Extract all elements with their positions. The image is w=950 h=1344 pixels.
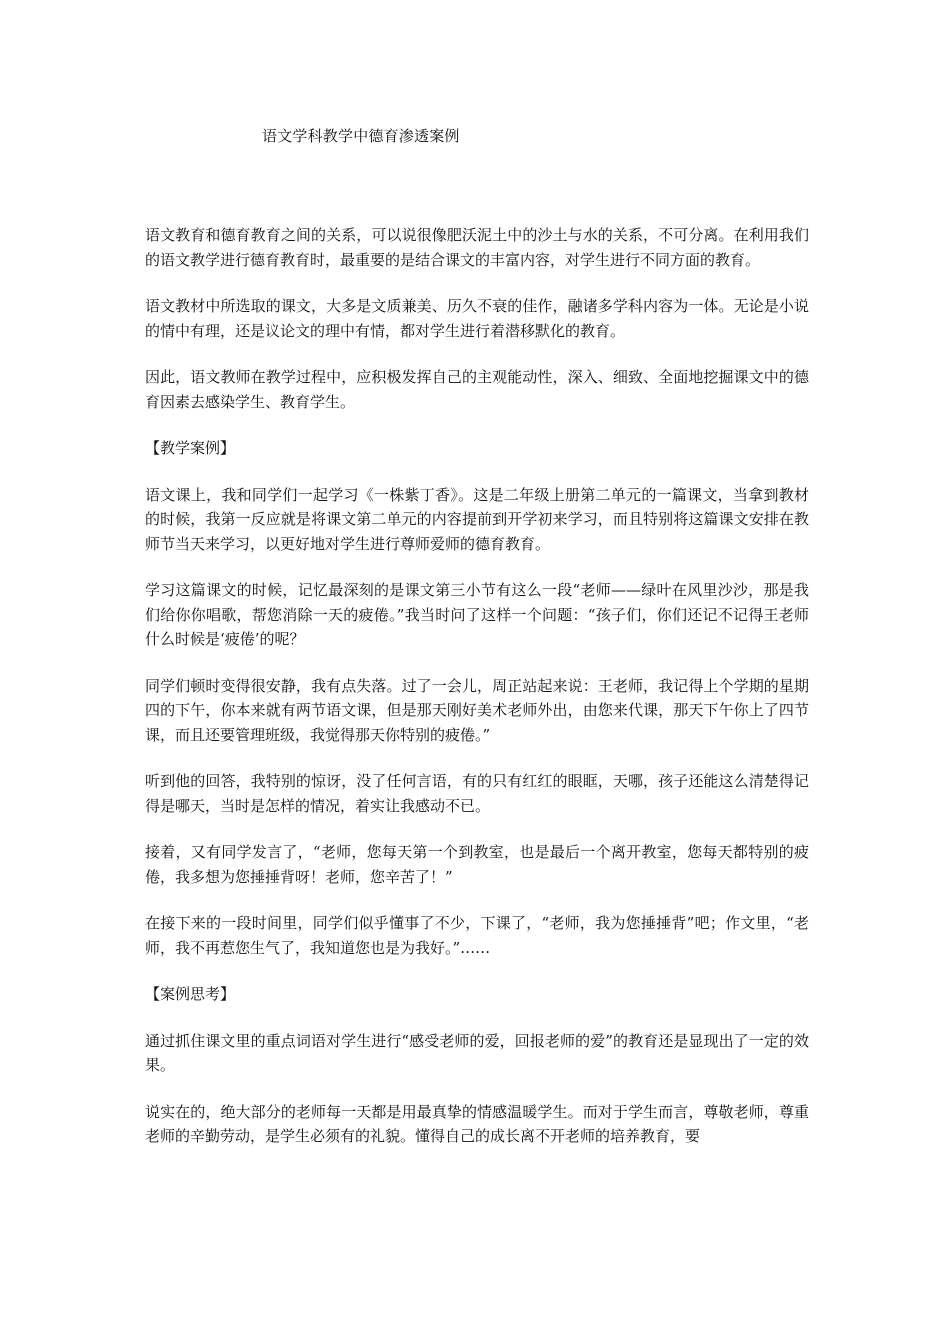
section-heading-case-reflection: 【案例思考】 bbox=[145, 985, 236, 1003]
paragraph-case-2: 学习这篇课文的时候，记忆最深刻的是课文第三小节有这么一段“老师——绿叶在风里沙沙，那是我们给你你唱歌，帮您消除一天的疲倦。”我当时问了这样一个问题：“孩子们，你们还记不记得王老师什么时候是‘疲倦’的呢？ bbox=[145, 581, 809, 648]
paragraph-case-5: 接着，又有同学发言了，“老师，您每天第一个到教室，也是最后一个离开教室，您每天都特别的疲倦，我多想为您捶捶背呀！老师，您辛苦了！” bbox=[145, 843, 809, 886]
paragraph-reflection-1: 通过抓住课文里的重点词语对学生进行“感受老师的爱，回报老师的爱”的教育还是显现出了一定的效果。 bbox=[145, 1031, 809, 1074]
document-body bbox=[145, 223, 809, 1171]
paragraph-intro-3: 因此，语文教师在教学过程中，应积极发挥自己的主观能动性，深入、细致、全面地挖掘课文中的德育因素去感染学生、教育学生。 bbox=[145, 368, 809, 411]
paragraph-case-4: 听到他的回答，我特别的惊讶，没了任何言语，有的只有红红的眼眶，天哪，孩子还能这么清楚得记得是哪天，当时是怎样的情况，着实让我感动不已。 bbox=[145, 772, 809, 815]
document-title: 语文学科教学中德育渗透案例 bbox=[262, 127, 460, 145]
paragraph-intro-2: 语文教材中所选取的课文，大多是文质兼美、历久不衰的佳作，融诸多学科内容为一体。无论是小说的情中有理，还是议论文的理中有情，都对学生进行着潜移默化的教育。 bbox=[145, 297, 809, 340]
paragraph-intro-1: 语文教育和德育教育之间的关系，可以说很像肥沃泥土中的沙土与水的关系，不可分离。在利用我们的语文教学进行德育教育时，最重要的是结合课文的丰富内容，对学生进行不同方面的教育。 bbox=[145, 226, 809, 269]
paragraph-case-3: 同学们顿时变得很安静，我有点失落。过了一会儿，周正站起来说：王老师，我记得上个学期的星期四的下午，你本来就有两节语文课，但是那天刚好美术老师外出，由您来代课，那天下午你上了四节课，而且还要管理班级，我觉得那天你特别的疲倦。” bbox=[145, 676, 809, 744]
section-heading-teaching-case: 【教学案例】 bbox=[145, 439, 236, 457]
paragraph-case-6: 在接下来的一段时间里，同学们似乎懂事了不少，下课了，“老师，我为您捶捶背”吧；作文里，“老师，我不再惹您生气了，我知道您也是为我好。”…… bbox=[145, 914, 809, 957]
paragraph-reflection-2: 说实在的，绝大部分的老师每一天都是用最真挚的情感温暖学生。而对于学生而言，尊敬老师，尊重老师的辛勤劳动，是学生必须有的礼貌。懂得自己的成长离不开老师的培养教育，要 bbox=[145, 1102, 809, 1145]
paragraph-case-1: 语文课上，我和同学们一起学习《一株紫丁香》。这是二年级上册第二单元的一篇课文，当拿到教材的时候，我第一反应就是将课文第二单元的内容提前到开学初来学习，而且特别将这篇课文安排在教师节当天来学习，以更好地对学生进行尊师爱师的德育教育。 bbox=[145, 485, 809, 553]
